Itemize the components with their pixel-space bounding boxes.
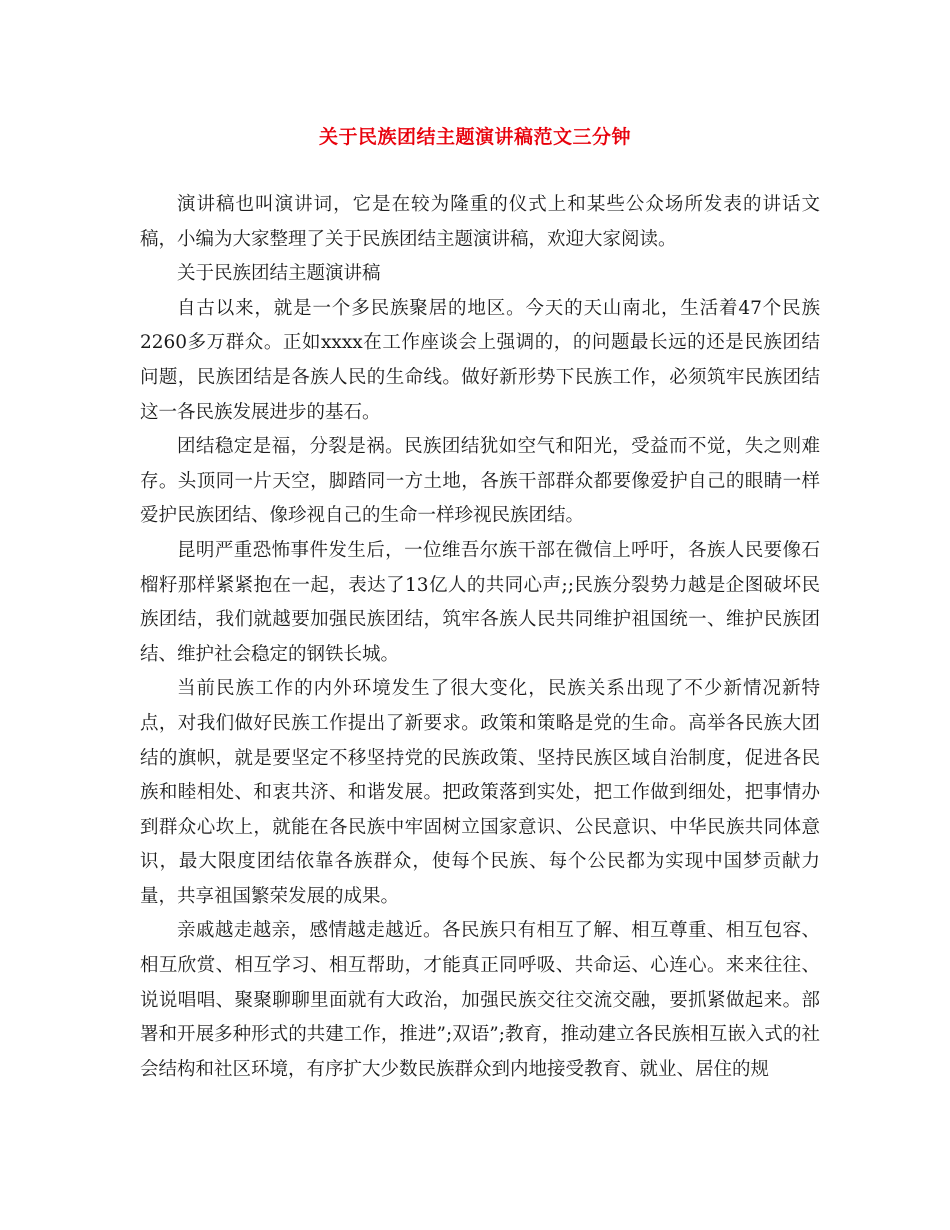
paragraph-body: 团结稳定是福，分裂是祸。民族团结犹如空气和阳光，受益而不觉，失之则难存。头顶同一片天空，脚踏同一方土地，各族干部群众都要像爱护自己的眼睛一样爱护民族团结、像珍视自己的生命一样珍视民族团结。: [140, 436, 820, 527]
paragraph-subheading: 关于民族团结主题演讲稿: [177, 263, 381, 285]
document-title: 关于民族团结主题演讲稿范文三分钟: [318, 126, 631, 148]
paragraph-intro: 演讲稿也叫演讲词，它是在较为隆重的仪式上和某些公众场所发表的讲话文稿，小编为大家整理了关于民族团结主题演讲稿，欢迎大家阅读。: [140, 194, 820, 250]
paragraph-body: 昆明严重恐怖事件发生后，一位维吾尔族干部在微信上呼吁，各族人民要像石榴籽那样紧紧抱在一起，表达了13亿人的共同心声;;民族分裂势力越是企图破坏民族团结，我们就越要加强民族团结，筑牢各族人民共同维护祖国统一、维护民族团结、维护社会稳定的钢铁长城。: [140, 539, 820, 665]
document-body: [140, 188, 820, 1087]
paragraph-body: 当前民族工作的内外环境发生了很大变化，民族关系出现了不少新情况新特点，对我们做好民族工作提出了新要求。政策和策略是党的生命。高举各民族大团结的旗帜，就是要坚定不移坚持党的民族政策、坚持民族区域自治制度，促进各民族和睦相处、和衷共济、和谐发展。把政策落到实处，把工作做到细处，把事情办到群众心坎上，就能在各民族中牢固树立国家意识、公民意识、中华民族共同体意识，最大限度团结依靠各族群众，使每个民族、每个公民都为实现中国梦贡献力量，共享祖国繁荣发展的成果。: [140, 678, 820, 907]
paragraph-body: 亲戚越走越亲，感情越走越近。各民族只有相互了解、相互尊重、相互包容、相互欣赏、相互学习、相互帮助，才能真正同呼吸、共命运、心连心。来来往往、说说唱唱、聚聚聊聊里面就有大政治，加强民族交往交流交融，要抓紧做起来。部署和开展多种形式的共建工作，推进”;双语”;教育，推动建立各民族相互嵌入式的社会结构和社区环境，有序扩大少数民族群众到内地接受教育、就业、居住的规: [140, 920, 820, 1080]
paragraph-body: 自古以来，就是一个多民族聚居的地区。今天的天山南北，生活着47个民族2260多万群众。正如xxxx在工作座谈会上强调的，的问题最长远的还是民族团结问题，民族团结是各族人民的生命线。做好新形势下民族工作，必须筑牢民族团结这一各民族发展进步的基石。: [140, 297, 820, 423]
